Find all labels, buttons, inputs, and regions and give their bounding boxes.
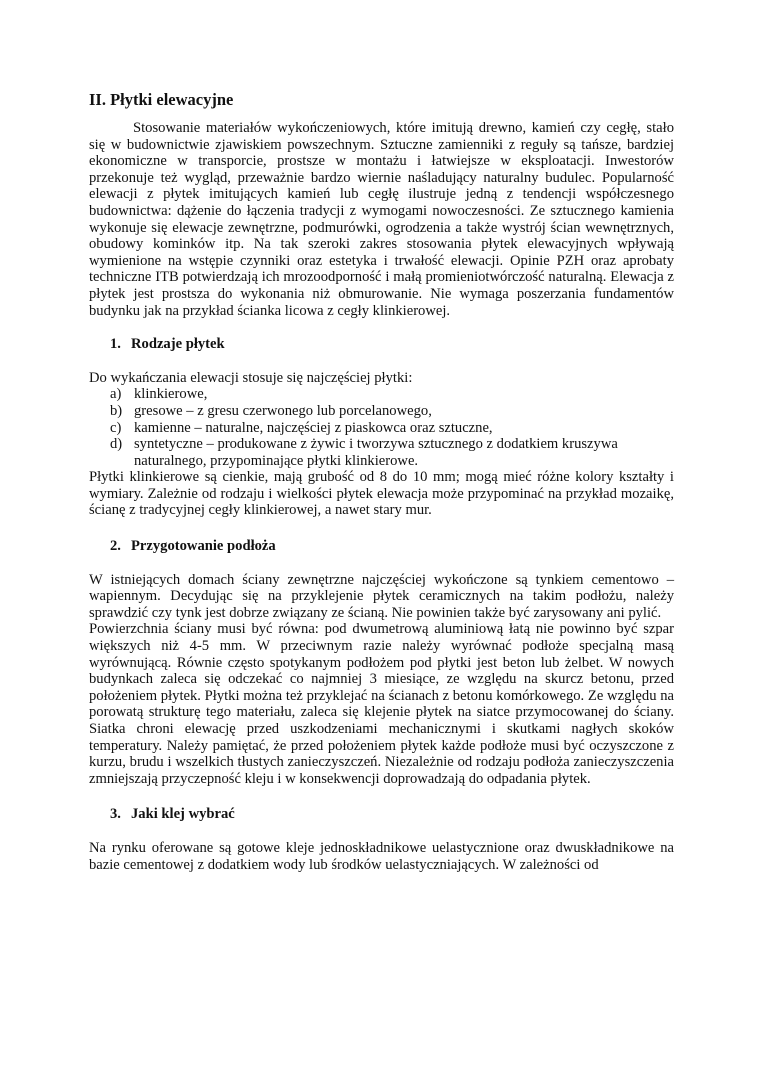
section1-closing: Płytki klinkierowe są cienkie, mają grubość od 8 do 10 mm; mogą mieć różne kolory kształty i wymiary. Zależnie od rodzaju i wielkości płytek elewacja może przypominać na przykład mozaikę, ścianę z tradycyjnej cegły klinkierowej, a nawet stary mur.: [89, 469, 674, 519]
section2-paragraph-1: W istniejących domach ściany zewnętrzne najczęściej wykończone są tynkiem cementowo – wapiennym. Decydując się na przyklejenie płytek ceramicznych na takim podłożu, należy sprawdzić czy tynk jest dobrze związany ze ścianą. Nie powinien także być zarysowany ani pylić.: [89, 571, 674, 621]
list-item: [110, 436, 674, 469]
list-item: [110, 386, 674, 403]
list-item-letter: d): [110, 436, 123, 453]
tile-types-list: [89, 386, 674, 469]
list-item-letter: b): [110, 402, 123, 419]
section-heading-klej: [89, 806, 674, 823]
section3-paragraph-1: Na rynku oferowane są gotowe kleje jednoskładnikowe uelastycznione oraz dwuskładnikowe na bazie cementowej z dodatkiem wody lub środków uelastyczniających. W zależności od: [89, 839, 674, 873]
document-page: [89, 90, 674, 873]
document-title: II. Płytki elewacyjne: [89, 90, 234, 109]
section1-lead: Do wykańczania elewacji stosuje się najczęściej płytki:: [89, 369, 413, 386]
section2-paragraph-2: Powierzchnia ściany musi być równa: pod dwumetrową aluminiową łatą nie powinno być szpar większych niż 4-5 mm. W przeciwnym razie należy wyrównać podłoże specjalną masą wyrównującą. Równie często spotykanym podłożem pod płytki jest beton lub żelbet. W nowych budynkach zaleca się odczekać co najmniej 3 miesiące, ze względu na skurcz betonu, przed położeniem płytek. Płytki można też przyklejać na ścianach z betonu komórkowego. Ze względu na porowatą strukturę tego materiału, zaleca się klejenie płytek na siatce przymocowanej do ściany. Siatka chroni elewację przed uszkodzeniami mechanicznymi i skutkami nagłych skoków temperatury. Należy pamiętać, że przed położeniem płytek każde podłoże musi być oczyszczone z kurzu, brudu i wszelkich tłustych zanieczyszczeń. Niezależnie od rodzaju podłoża zanieczyszczenia zmniejszają przyczepność kleju i w konsekwencji doprowadzają do odpadania płytek.: [89, 621, 674, 787]
list-item-letter: c): [110, 419, 122, 436]
list-item-text: syntetyczne – produkowane z żywic i tworzywa sztucznego z dodatkiem kruszywa naturalnego, przypominające płytki klinkierowe.: [134, 436, 618, 469]
section-number: 3.: [110, 806, 121, 823]
section-title: Jaki klej wybrać: [131, 806, 235, 823]
list-item: [110, 420, 674, 437]
list-item-text: klinkierowe,: [134, 386, 208, 403]
list-item-letter: a): [110, 386, 122, 403]
section-number: 1.: [110, 336, 121, 353]
section-number: 2.: [110, 538, 121, 555]
section-heading-przygotowanie: [89, 538, 674, 555]
section-title: Przygotowanie podłoża: [131, 538, 276, 555]
intro-paragraph: Stosowanie materiałów wykończeniowych, które imitują drewno, kamień czy cegłę, stało się w budownictwie zjawiskiem powszechnym. Sztuczne zamienniki z reguły są tańsze, bardziej ekonomiczne w transporcie, prostsze w montażu i łatwiejsze w eksploatacji. Inwestorów przekonuje też wygląd, przeważnie bardzo wiernie naśladujący naturalny budulec. Popularność elewacji z płytek imitujących kamień lub cegłę ilustruje jedną z tendencji współczesnego budownictwa: dążenie do łączenia tradycji z wymogami nowoczesności. Ze sztucznego kamienia wykonuje się elewacje zewnętrzne, podmurówki, ogrodzenia a także wystrój ścian wewnętrznych, obudowy kominków itp. Na tak szeroki zakres stosowania płytek elewacyjnych wpływają wymienione na wstępie czynniki oraz estetyka i trwałość elewacji. Opinie PZH oraz aprobaty techniczne ITB potwierdzają ich mrozoodporność i małą promieniotwórczość naturalną. Elewacja z płytek jest prostsza do wykonania niż obmurowanie. Nie wymaga poszerzania fundamentów budynku jak na przykład ścianka licowa z cegły klinkierowej.: [89, 120, 674, 319]
list-item-text: gresowe – z gresu czerwonego lub porcelanowego,: [134, 402, 432, 419]
list-item: [110, 403, 674, 420]
list-item-text: kamienne – naturalne, najczęściej z piaskowca oraz sztuczne,: [134, 419, 493, 436]
section-title: Rodzaje płytek: [131, 336, 225, 353]
section-heading-rodzaje: [89, 336, 674, 353]
